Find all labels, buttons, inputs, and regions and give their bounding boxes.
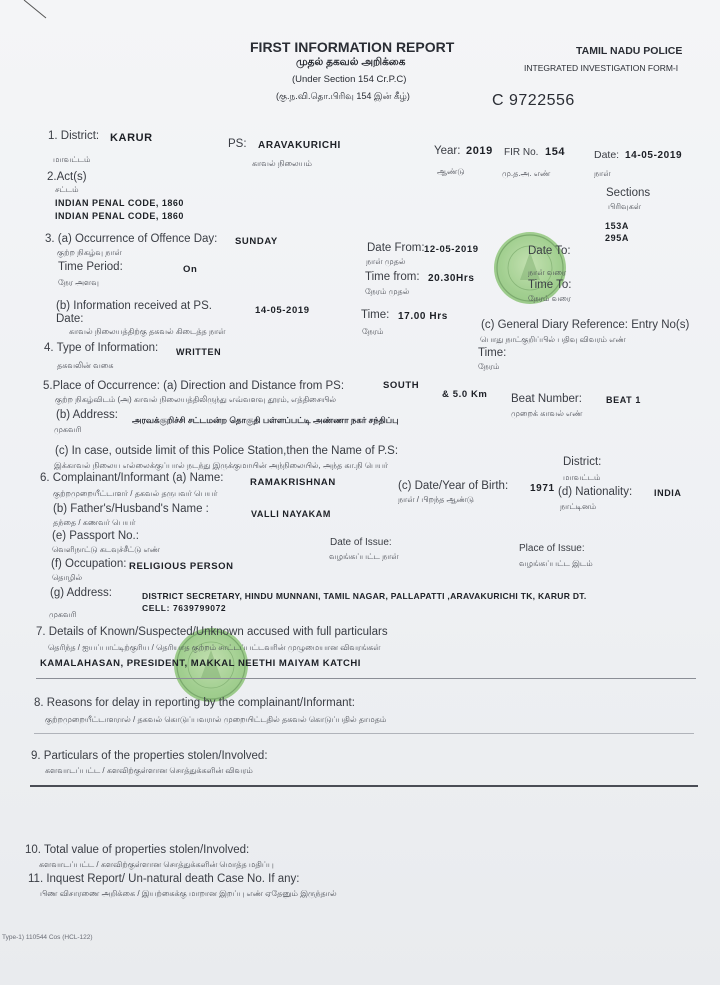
accused-value: KAMALAHASAN, PRESIDENT, MAKKAL NEETHI MAIYAM KATCHI [40, 658, 361, 669]
place-label-tamil: குற்ற நிகழ்விடம் (அ) காவல் நிலையத்திலிருந்து எவ்வளவு தூரம், எத்திசையில் [55, 395, 337, 404]
info-received-label: (b) Information received at PS. [56, 300, 212, 312]
complainant-address-value: DISTRICT SECRETARY, HINDU MUNNANI, TAMIL NAGAR, PALLAPATTI ,ARAVAKURICHI TK, KARUR DT. [142, 591, 587, 601]
issue-place-label-tamil: வழங்கப்பட்ட இடம் [519, 559, 593, 568]
sections-label: Sections [606, 187, 651, 199]
ps-label-tamil: காவல் நிலையம் [252, 159, 312, 168]
act-2: INDIAN PENAL CODE, 1860 [55, 211, 184, 221]
direction-value: SOUTH [383, 380, 420, 391]
passport-label-tamil: வெளிநாட்டு கடவுச்சீட்டு எண் [52, 545, 160, 554]
doc-title-tamil: முதல் தகவல் அறிக்கை [296, 56, 406, 68]
fir-label: FIR No. [504, 147, 539, 158]
issue-date-label-tamil: வழங்கப்பட்ட நாள் [329, 552, 399, 561]
outside-district-label: District: [563, 456, 602, 468]
time-label-tamil: நேரம் [362, 327, 384, 336]
delay-label: 8. Reasons for delay in reporting by the complainant/Informant: [34, 697, 355, 709]
beat-label-tamil: முறைக் காவல் எண் [511, 409, 583, 418]
nationality-value: INDIA [654, 488, 682, 498]
date-from-value: 12-05-2019 [424, 244, 479, 255]
time-to-label-tamil: நேரம் வரை [528, 294, 571, 303]
fir-label-tamil: மு.த.அ. எண் [502, 169, 551, 178]
occurrence-label: 3. (a) Occurrence of Offence Day: [45, 233, 218, 245]
date-to-label: Date To: [528, 245, 571, 257]
complainant-cell: CELL: 7639799072 [142, 603, 227, 613]
doc-section-tamil: (கு.ந.வி.தொ.பிரிவு 154 இன் கீழ்) [276, 91, 410, 101]
gd-time-label-tamil: நேரம் [478, 362, 500, 371]
act-1: INDIAN PENAL CODE, 1860 [55, 198, 184, 208]
ps-label: PS: [228, 138, 247, 150]
year-label: Year: [434, 145, 461, 157]
outside-ps-label-tamil: இக்காவல் நிலைய எல்லைக்குப்பால் நடந்து இருக்குமாயின் அந்நிலையில், அந்த கா.நி பெயர் [54, 461, 389, 470]
doc-section: (Under Section 154 Cr.P.C) [292, 74, 407, 85]
section-2: 295A [605, 233, 629, 243]
distance-value: & 5.0 Km [442, 389, 488, 400]
dob-label-tamil: நாள் / பிறந்த ஆண்டு [398, 495, 474, 504]
complainant-label-tamil: குற்றமுறையீட்டாளர் / தகவல் தருபவர் பெயர் [53, 489, 218, 498]
place-address-label: (b) Address: [56, 409, 118, 421]
time-from-value: 20.30Hrs [428, 273, 475, 284]
properties-underline [30, 785, 698, 787]
year-value: 2019 [466, 145, 493, 157]
value-label: 10. Total value of properties stolen/Involved: [25, 844, 250, 856]
place-address-label-tamil: முகவரி [54, 425, 82, 434]
nationality-label: (d) Nationality: [558, 486, 633, 498]
complainant-name: RAMAKRISHNAN [250, 477, 336, 488]
year-label-tamil: ஆண்டு [437, 167, 465, 176]
beat-label: Beat Number: [511, 393, 582, 405]
info-type-value: WRITTEN [176, 347, 222, 357]
district-label: 1. District: [48, 130, 100, 142]
gd-reference-label-tamil: பொது நாட்குறிப்பில் பதிவு விவரம் எண் [480, 335, 626, 344]
time-period-value: On [183, 264, 198, 275]
date-label: Date: [594, 149, 620, 161]
info-received-date: 14-05-2019 [255, 305, 310, 316]
delay-label-tamil: குற்றமுறையீட்டாளரால் / தகவல் கொடுப்பவரால் முறையிட்டதில் தகவல் கொடுப்பதில் தாமதம் [45, 715, 387, 724]
serial-number: C 9722556 [492, 92, 575, 109]
gd-time-label: Time: [478, 347, 507, 359]
properties-label: 9. Particulars of the properties stolen/Involved: [31, 750, 268, 762]
district-value: KARUR [110, 132, 153, 144]
passport-label: (e) Passport No.: [52, 530, 139, 542]
date-from-label: Date From: [367, 242, 425, 254]
info-received-label-tamil: காவல் நிலையத்திற்கு தகவல் கிடைத்த நாள் [69, 327, 226, 336]
occupation-label: (f) Occupation: [51, 558, 127, 570]
properties-label-tamil: களவாடப்பட்ட / களவிற்குள்ளான சொத்துக்களின் விவரம் [45, 766, 253, 775]
time-value: 17.00 Hrs [398, 311, 448, 322]
complainant-address-label-tamil: முகவரி [49, 610, 77, 619]
dob-label: (c) Date/Year of Birth: [398, 480, 509, 492]
issue-date-label: Date of Issue: [330, 537, 392, 548]
accused-underline [36, 678, 696, 679]
ps-value: ARAVAKURICHI [258, 140, 341, 151]
time-period-label: Time Period: [58, 261, 123, 273]
accused-label-tamil: தெரிந்த / ஐயப்பாட்டிற்குரிய / தெரியாத குற்றம் சாட்டப்பட்டவரின் முழுமையான விவரங்கள் [48, 643, 381, 652]
district-label-tamil: மாவட்டம் [53, 155, 91, 164]
complainant-address-label: (g) Address: [50, 587, 112, 599]
org-name: TAMIL NADU POLICE [576, 45, 683, 57]
info-type-label-tamil: தகவலின் வகை [57, 361, 114, 370]
place-label: 5.Place of Occurrence: (a) Direction and Distance from PS: [43, 380, 345, 392]
info-date-label: Date: [56, 313, 84, 325]
inquest-label-tamil: பிண விசாரணை அறிக்கை / இயற்கைக்கு மாறான இறப்பு எண் ஏதேனும் இருந்தால் [40, 889, 337, 898]
date-from-label-tamil: நாள் முதல் [366, 257, 406, 266]
dob-value: 1971 [530, 483, 555, 494]
fold-mark [10, 0, 50, 20]
father-value: VALLI NAYAKAM [251, 509, 331, 519]
inquest-label: 11. Inquest Report/ Un-natural death Case No. If any: [28, 873, 300, 885]
occupation-value: RELIGIOUS PERSON [129, 561, 234, 572]
footer-print: Type-1) 110544 Cos (HCL-122) [2, 934, 93, 941]
time-to-label: Time To: [528, 279, 572, 291]
gd-reference-label: (c) General Diary Reference: Entry No(s) [481, 319, 690, 331]
section-1: 153A [605, 221, 629, 231]
date-label-tamil: நாள் [594, 169, 611, 178]
time-period-label-tamil: நேர அளவு [58, 278, 99, 287]
outside-ps-label: (c) In case, outside limit of this Police Station,then the Name of P.S: [55, 445, 399, 457]
beat-value: BEAT 1 [606, 395, 641, 405]
form-name: INTEGRATED INVESTIGATION FORM-I [524, 63, 679, 73]
date-to-label-tamil: நாள் வரை [528, 268, 567, 277]
info-type-label: 4. Type of Information: [44, 342, 159, 354]
father-label-tamil: தந்தை / கணவர் பெயர் [53, 518, 136, 527]
father-label: (b) Father's/Husband's Name : [53, 503, 209, 515]
acts-label-tamil: சட்டம் [55, 185, 79, 194]
issue-place-label: Place of Issue: [519, 543, 585, 554]
date-value: 14-05-2019 [625, 150, 683, 161]
doc-title: FIRST INFORMATION REPORT [250, 39, 455, 55]
acts-label: 2.Act(s) [47, 171, 87, 183]
delay-underline [34, 733, 694, 734]
value-label-tamil: களவாடப்பட்ட / களவிற்குள்ளான சொத்துக்களின் மொத்த மதிப்பு [39, 860, 274, 869]
accused-label: 7. Details of Known/Suspected/Unknown accused with full particulars [36, 626, 388, 638]
sections-label-tamil: பிரிவுகள் [608, 202, 642, 211]
occurrence-label-tamil: குற்ற நிகழ்வு நாள் [57, 248, 122, 257]
time-from-label-tamil: நேரம் முதல் [365, 287, 410, 296]
nationality-label-tamil: நாட்டினம் [560, 502, 597, 511]
occupation-label-tamil: தொழில் [52, 573, 83, 582]
time-label: Time: [361, 309, 390, 321]
time-from-label: Time from: [365, 271, 420, 283]
place-address-value: அரவக்குறிச்சி சட்டமன்ற தொகுதி பள்ளப்பட்டி அண்ணா நகர் சந்திப்பு [132, 415, 399, 425]
occurrence-day: SUNDAY [235, 236, 278, 247]
complainant-label: 6. Complainant/Informant (a) Name: [40, 472, 224, 484]
fir-value: 154 [545, 146, 566, 158]
outside-district-label-tamil: மாவட்டம் [563, 473, 601, 482]
